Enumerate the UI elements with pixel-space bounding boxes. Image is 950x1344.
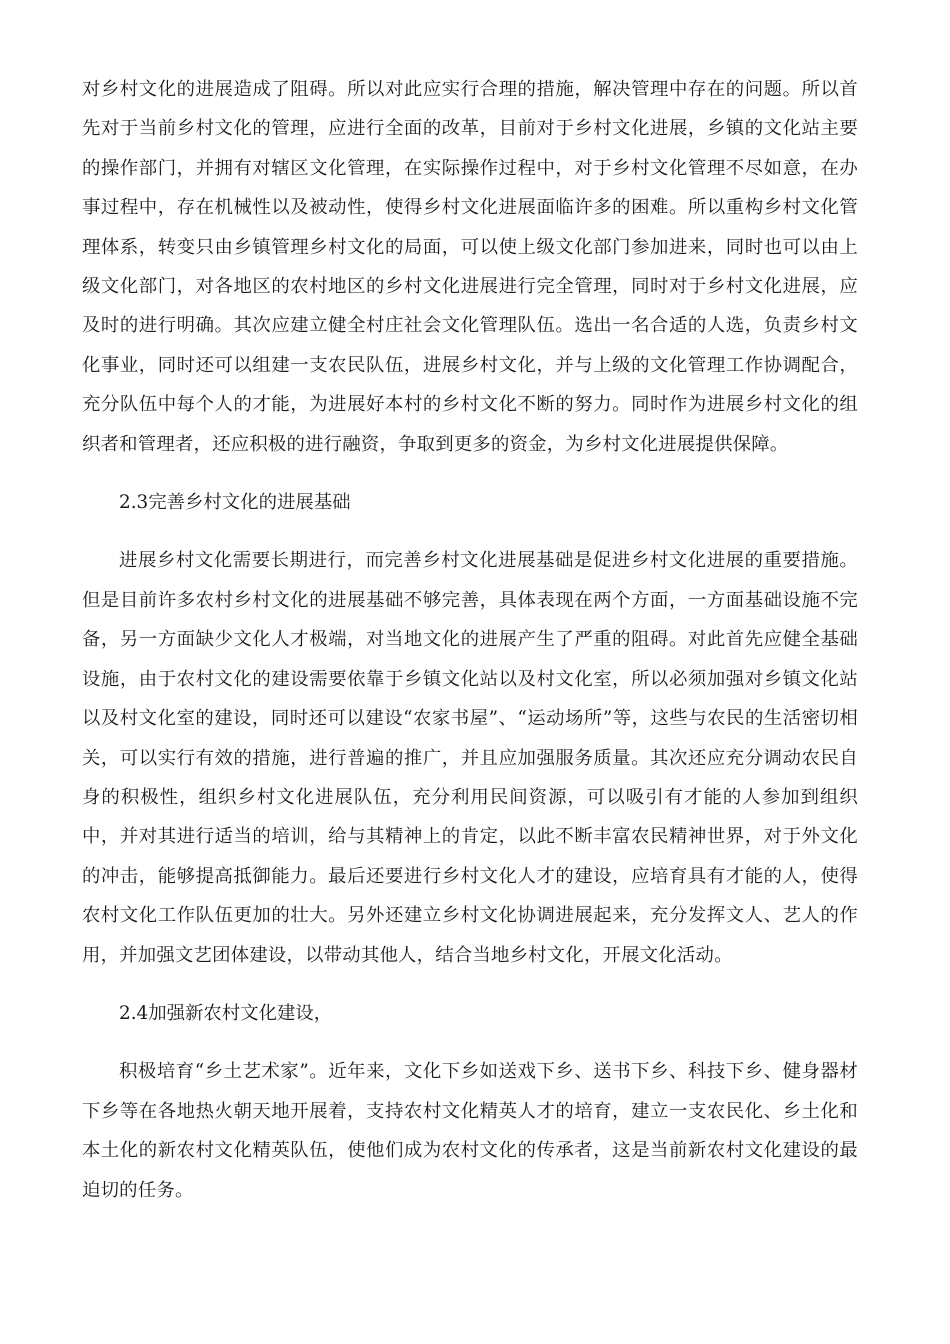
body-paragraph-foundation: 进展乡村文化需要长期进行，而完善乡村文化进展基础是促进乡村文化进展的重要措施。但是目前许多农村乡村文化的进展基础不够完善，具体表现在两个方面，一方面基础设施不完备，另一方面缺少文化人才极端，对当地文化的进展产生了严重的阻碍。对此首先应健全基础设施，由于农村文化的建设需要依靠于乡镇文化站以及村文化室，所以必须加强对乡镇文化站以及村文化室的建设，同时还可以建设“农家书屋”、“运动场所”等，这些与农民的生活密切相关，可以实行有效的措施，进行普遍的推广，并且应加强服务质量。其次还应充分调动农民自身的积极性，组织乡村文化进展队伍，充分利用民间资源，可以吸引有才能的人参加到组织中，并对其进行适当的培训，给与其精神上的肯定，以此不断丰富农民精神世界，对于外文化的冲击，能够提高抵御能力。最后还要进行乡村文化人才的建设，应培育具有才能的人，使得农村文化工作队伍更加的壮大。另外还建立乡村文化协调进展起来，充分发挥文人、艺人的作用，并加强文艺团体建设，以带动其他人，结合当地乡村文化，开展文化活动。 xyxy=(82,550,858,966)
paragraph-gap xyxy=(82,522,858,541)
paragraph-gap xyxy=(82,1033,858,1052)
document-page xyxy=(82,70,858,1210)
paragraph-gap xyxy=(82,464,858,483)
section-heading-2-4: 2.4加强新农村文化建设， xyxy=(119,1002,333,1024)
section-heading-2-3: 2.3完善乡村文化的进展基础 xyxy=(119,492,351,514)
body-paragraph-new-village: 积极培育“乡土艺术家”。近年来，文化下乡如送戏下乡、送书下乡、科技下乡、健身器材下乡等在各地热火朝天地开展着，支持农村文化精英人才的培育，建立一支农民化、乡土化和本土化的新农村文化精英队伍，使他们成为农村文化的传承者，这是当前新农村文化建设的最迫切的任务。 xyxy=(82,1061,858,1201)
body-paragraph-continuation: 对乡村文化的进展造成了阻碍。所以对此应实行合理的措施，解决管理中存在的问题。所以首先对于当前乡村文化的管理，应进行全面的改革，目前对于乡村文化进展，乡镇的文化站主要的操作部门，并拥有对辖区文化管理，在实际操作过程中，对于乡村文化管理不尽如意，在办事过程中，存在机械性以及被动性，使得乡村文化进展面临许多的困难。所以重构乡村文化管理体系，转变只由乡镇管理乡村文化的局面，可以使上级文化部门参加进来，同时也可以由上级文化部门，对各地区的农村地区的乡村文化进展进行完全管理，同时对于乡村文化进展，应及时的进行明确。其次应建立健全村庄社会文化管理队伍。选出一名合适的人选，负责乡村文化事业，同时还可以组建一支农民队伍，进展乡村文化，并与上级的文化管理工作协调配合，充分队伍中每个人的才能，为进展好本村的乡村文化不断的努力。同时作为进展乡村文化的组织者和管理者，还应积极的进行融资，争取到更多的资金，为乡村文化进展提供保障。 xyxy=(82,79,858,455)
paragraph-gap xyxy=(82,975,858,994)
